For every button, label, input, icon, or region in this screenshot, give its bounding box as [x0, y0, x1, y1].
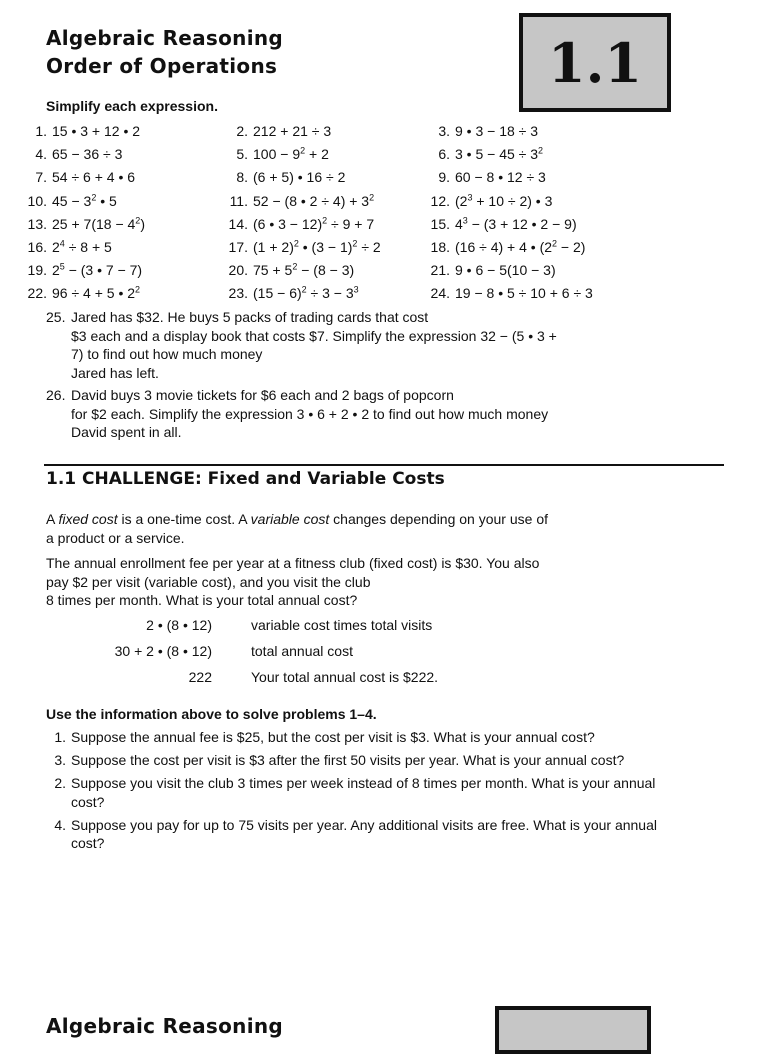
problem-expression: 54 ÷ 6 + 4 • 6 — [52, 169, 136, 186]
problem-expression: $25 + 7(18 - 4^2)$ — [52, 215, 145, 232]
calc-description: variable cost times total visits — [251, 617, 433, 633]
next-page-badge — [495, 1006, 651, 1054]
problem-number: 13. — [27, 215, 47, 232]
problem-expression: (6 • 3 − 12)$^2$ ÷ 9 + 7 — [253, 215, 375, 232]
problem-item — [424, 213, 577, 235]
problem-number: 22. — [27, 285, 47, 302]
problem-item — [222, 166, 345, 188]
problem-item — [21, 236, 112, 258]
calc-description: total annual cost — [251, 643, 353, 659]
problem-item — [21, 259, 142, 281]
problem-expression: $(1 + 2)^2$ • $(3 - 1)^2 \div 2$ — [253, 238, 381, 255]
problem-number: 9. — [438, 169, 450, 186]
problem-item — [222, 190, 374, 212]
problem-item — [222, 120, 331, 142]
title-line-1: Algebraic Reasoning — [46, 26, 284, 50]
problem-row — [0, 166, 768, 188]
calc-expression: 2 • (8 • 12) — [146, 617, 212, 633]
problem-item — [222, 236, 381, 258]
problem-number: 1. — [35, 123, 47, 139]
problem-number: 10. — [27, 192, 47, 209]
lesson-badge: 1.1 — [519, 13, 671, 112]
problem-number: 17. — [228, 239, 248, 255]
problem-expression: 52 − (8 • $2 \div 4) + 3^2$ — [253, 191, 375, 209]
problem-number: 12. — [430, 192, 450, 209]
problem-expression: $4^3 - (3 + 12$ • 2 − 9) — [455, 215, 577, 232]
problem-expression: (6 + 5) • 16 ÷ 2 — [253, 169, 346, 186]
problem-expression: $(2^3 + 10 \div 2)$ • 3 — [455, 191, 553, 209]
challenge-intro: A fixed cost is a one-time cost. A variable cost changes depending on your use of a product or a service. — [46, 511, 548, 546]
problem-expression: 15 • 3 + 12 • 2 — [52, 123, 141, 139]
problem-row — [0, 120, 768, 142]
problem-expression: 96 ÷ 4 + 5 • $2^2$ — [52, 284, 141, 302]
problem-expression: $45 - 3^2$ • 5 — [52, 191, 117, 209]
problem-item — [222, 282, 359, 304]
problem-number: 23. — [228, 285, 248, 302]
title-line-2: Order of Operations — [46, 54, 278, 78]
problem-item — [424, 166, 546, 188]
problem-item — [21, 190, 117, 212]
problem-number: 3. — [438, 123, 450, 139]
problem-expression: 3 • $5 - 45 \div 3^2$ — [455, 145, 544, 163]
challenge-heading: 1.1 CHALLENGE: Fixed and Variable Costs — [46, 469, 445, 489]
problem-item — [222, 143, 329, 165]
problem-expression: $(15 - 6)^2 \div 3 - 3^3$ — [253, 284, 359, 302]
problem-number: 7. — [35, 169, 47, 186]
calc-expression: 30 + 2 • (8 • 12) — [114, 643, 212, 659]
challenge-problem: 2. Suppose you visit the club 3 times per week instead of 8 times per month. What is your annual cost? — [54, 775, 656, 810]
problem-expression: (16 ÷ 4) + 4 • $(2^2 - 2)$ — [455, 238, 586, 255]
problem-item — [21, 282, 140, 304]
problem-number: 2. — [236, 123, 248, 139]
calc-expression: 222 — [188, 669, 212, 685]
problem-item — [21, 120, 140, 142]
word-problem-26: 26. David buys 3 movie tickets for $6 each and 2 bags of popcorn for $2 each. Simplify the expression 3 • 6 + 2 • 2 to find out how much money David spent in all. — [46, 387, 549, 440]
problem-item — [222, 259, 354, 281]
challenge-problem: 3. Suppose the cost per visit is $3 after the first 50 visits per year. What is your annual cost? — [54, 752, 625, 768]
problem-number: 11. — [229, 192, 248, 209]
problem-item — [21, 143, 122, 165]
problem-number: 4. — [35, 146, 47, 163]
word-problem-25: 25. Jared has $32. He buys 5 packs of trading cards that cost $3 each and a display book that costs $7. Simplify the expression 32 − (5 • 3 + 7) to find out how much money Jared has left. — [46, 309, 557, 381]
problem-item — [424, 236, 585, 258]
problem-expression: 9 • 6 − 5(10 − 3) — [455, 262, 556, 279]
problem-item — [424, 259, 556, 281]
problem-item — [424, 120, 538, 142]
problem-row — [0, 259, 768, 281]
challenge-problem: 1. Suppose the annual fee is $25, but the cost per visit is $3. What is your annual cost? — [54, 729, 595, 745]
challenge-instructions: Use the information above to solve problems 1–4. — [46, 706, 377, 722]
problem-number: 5. — [236, 146, 248, 163]
next-page-title: Algebraic Reasoning — [46, 1014, 284, 1038]
problem-row — [0, 236, 768, 258]
problem-number: 18. — [430, 239, 450, 255]
problem-expression: $2^5 - (3$ • 7 − 7) — [52, 261, 143, 279]
problem-number: 14. — [228, 215, 248, 232]
problem-expression: $75 + 5^2 - (8 - 3)$ — [253, 261, 355, 279]
problem-item — [424, 190, 552, 212]
problem-expression: 65 − 36 ÷ 3 — [52, 146, 123, 163]
problem-number: 20. — [228, 262, 248, 279]
problem-item — [21, 213, 145, 235]
problem-expression: 60 − 8 • 12 ÷ 3 — [455, 169, 546, 186]
problem-row — [0, 143, 768, 165]
problem-expression: $100 - 9^2 + 2$ — [253, 145, 329, 163]
problem-row — [0, 282, 768, 304]
problem-number: 8. — [236, 169, 248, 186]
problem-item — [424, 282, 593, 304]
fixed-cost-term: fixed cost — [58, 511, 118, 527]
problem-number: 19. — [27, 262, 47, 279]
problem-expression: 19 − 8 • 5 ÷ 10 + 6 ÷ 3 — [455, 285, 593, 302]
problem-item — [222, 213, 374, 235]
challenge-problem: 4. Suppose you pay for up to 75 visits per year. Any additional visits are free. What is your annual cost? — [54, 816, 657, 851]
problem-number: 6. — [438, 146, 450, 163]
problem-number: 24. — [430, 285, 450, 302]
challenge-scenario: The annual enrollment fee per year at a fitness club (fixed cost) is $30. You also pay $2 per visit (variable cost), and you visit the club 8 times per month. What is your total annual cost? — [46, 555, 540, 608]
challenge-problem-list — [46, 728, 716, 857]
calc-description: Your total annual cost is $222. — [251, 669, 439, 685]
problem-item — [21, 166, 135, 188]
problem-expression: 9 • 3 − 18 ÷ 3 — [455, 123, 539, 139]
problem-number: 21. — [430, 262, 450, 279]
worksheet-title — [46, 24, 283, 80]
instructions: Simplify each expression. — [46, 98, 218, 114]
section-divider — [44, 464, 724, 466]
problem-number: 16. — [27, 239, 47, 255]
problem-expression: 212 + 21 ÷ 3 — [253, 123, 332, 139]
problem-number: 15. — [430, 215, 450, 232]
problem-row — [0, 213, 768, 235]
variable-cost-term: variable cost — [250, 511, 330, 527]
problem-item — [424, 143, 543, 165]
problem-row — [0, 190, 768, 212]
problem-expression: $2^4 \div 8 + 5$ — [52, 238, 112, 255]
